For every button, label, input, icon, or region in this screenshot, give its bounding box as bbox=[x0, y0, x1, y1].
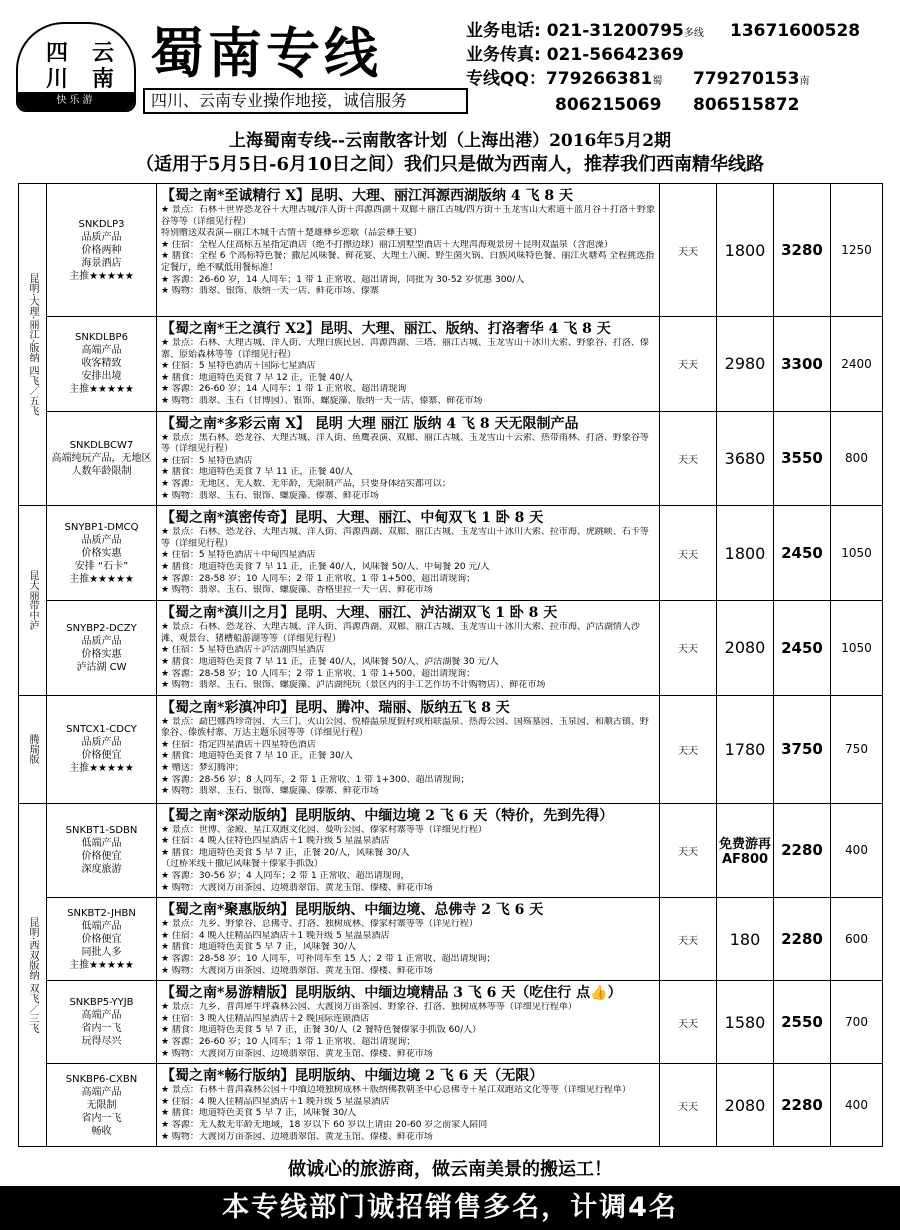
route-price-3: 800 bbox=[831, 411, 883, 506]
route-detail-line: ★ 膳食：地道特色美食 5 早 7 正，风味餐 30/人 bbox=[161, 942, 357, 953]
route-row bbox=[19, 981, 883, 1064]
route-code-line: SNKBT1-SDBN bbox=[65, 825, 138, 837]
region-label: 腾瑞版 bbox=[19, 695, 47, 803]
route-price-3: 1250 bbox=[831, 184, 883, 317]
route-code-line: SNKDLBCW7 bbox=[69, 439, 134, 451]
route-price-1: 1800 bbox=[717, 506, 774, 601]
route-code-line: 深度旅游 bbox=[81, 864, 122, 876]
route-detail-line: ★ 景点：勐巴娜西珍奇园、大三门、火山公园、悦椿温泉度假村或柏联温泉、热海公园、国殇墓园、玉泉园、和顺古镇、野象谷、傣族村寨、万达主题乐园等等（详细见行程） bbox=[161, 716, 649, 739]
route-row bbox=[19, 317, 883, 412]
route-schedule: 天天 bbox=[660, 601, 717, 696]
route-detail-line: ★ 购物：翡翠、玉石、银饰、螺旋藻、傣寨、鲜花市场 bbox=[161, 490, 379, 501]
route-code-line: 主推★★★★★ bbox=[69, 959, 134, 971]
route-code-line: 高端产品 bbox=[81, 1010, 122, 1022]
route-code-line: 同批人多 bbox=[81, 946, 122, 958]
route-detail-line: ★ 购物：翡翠、玉石、银饰、螺旋藻、香格里拉一天一店、鲜花市场 bbox=[161, 585, 433, 596]
route-price-1: 2080 bbox=[717, 601, 774, 696]
qq-label: 专线QQ： bbox=[466, 69, 546, 89]
route-detail-line: ★ 住宿：指定四星酒店＋四星特色酒店 bbox=[161, 739, 316, 750]
logo-char: 南 bbox=[91, 66, 114, 92]
route-price-3: 1050 bbox=[831, 506, 883, 601]
route-price-1: 3680 bbox=[717, 411, 774, 506]
route-table bbox=[18, 183, 883, 1147]
route-code-line: 主推★★★★★ bbox=[69, 270, 134, 282]
route-desc-cell bbox=[157, 803, 660, 898]
route-detail-line: ★ 客源：无人数无年龄无地域，18 岁以下 60 岁以上请由 20-60 岁之前家人陪同 bbox=[161, 1119, 488, 1130]
route-schedule: 天天 bbox=[660, 411, 717, 506]
route-code-line: 价格便宜 bbox=[81, 933, 122, 945]
route-detail-line: ★ 住宿：5 星特色酒店＋国际七星酒店 bbox=[161, 361, 316, 372]
route-desc-cell bbox=[157, 184, 660, 317]
region-label: 昆明·大理·丽江·版纳 四飞／五飞 bbox=[19, 184, 47, 506]
route-code-line: 主推★★★★★ bbox=[69, 384, 134, 396]
route-code-cell bbox=[47, 1064, 157, 1147]
route-price-3: 2400 bbox=[831, 317, 883, 412]
route-price-2: 3750 bbox=[774, 695, 831, 803]
header bbox=[0, 0, 900, 120]
route-detail-line: ★ 客源：28-58 岁；10 人同车，可补同车至 15 人；2 带 1 正常收、超出请现询； bbox=[161, 954, 496, 965]
route-code-cell bbox=[47, 695, 157, 803]
route-row bbox=[19, 803, 883, 898]
route-code-cell bbox=[47, 898, 157, 981]
route-code-line: 省内一飞 bbox=[81, 1023, 122, 1035]
logo-char: 川 bbox=[45, 66, 68, 92]
route-code-line: 畅收 bbox=[91, 1125, 112, 1137]
route-detail-line: ★ 住宿：5 星特色酒店＋泸沽湖四星酒店 bbox=[161, 645, 325, 656]
route-code-line: 价格便宜 bbox=[81, 851, 122, 863]
route-code-cell bbox=[47, 601, 157, 696]
qq-note: 蜀 bbox=[652, 76, 663, 87]
route-schedule: 天天 bbox=[660, 695, 717, 803]
route-price-1: 2980 bbox=[717, 317, 774, 412]
route-code-line: 品质产品 bbox=[81, 534, 122, 546]
route-detail-line: ★ 客源：26-60 岁；14 人同车；1 带 1 正常收、超出请现询 bbox=[161, 384, 407, 395]
qq-line bbox=[466, 68, 662, 93]
logo-char: 云 bbox=[91, 40, 114, 66]
route-row bbox=[19, 184, 883, 317]
route-row bbox=[19, 898, 883, 981]
region-label: 昆明·西双版纳 双飞／三飞 bbox=[19, 803, 47, 1146]
logo-char: 四 bbox=[45, 40, 68, 66]
route-detail-line: 特别赠送双表演—丽江木城千古情＋楚雄彝乡恋歌（品尝彝王宴） bbox=[161, 228, 423, 239]
phone: 业务电话: 021-31200795 bbox=[466, 21, 684, 41]
route-code-cell bbox=[47, 981, 157, 1064]
route-schedule: 天天 bbox=[660, 1064, 717, 1147]
route-detail-line: ★ 购物：翡翠、玉石、银饰、螺旋藻、泸沽湖纯玩（景区内的手工艺作坊不计购物店）、鲜花市场 bbox=[161, 680, 546, 691]
route-price-2: 3550 bbox=[774, 411, 831, 506]
qq-number-2: 779270153南 bbox=[693, 69, 810, 89]
route-code-line: SNYBP2-DCZY bbox=[66, 622, 137, 634]
route-code-line: 品质产品 bbox=[81, 231, 122, 243]
route-detail-line: ★ 膳食：地道特色美食 7 早 11 正，正餐 40/人，风味餐 50/人、泸沽湖餐 30 元/人 bbox=[161, 656, 499, 667]
route-detail-line: ★ 住宿：5 星特色酒店 bbox=[161, 455, 253, 466]
route-name: 【蜀之南*至诚精行 X】昆明、大理、丽江洱源西湖版纳 4 飞 8 天 bbox=[161, 188, 574, 204]
route-desc-cell bbox=[157, 317, 660, 412]
route-detail-line: ★ 景点：石林、大理古城、洋人街、大理白族民居、洱源西湖、三塔、丽江古城、玉龙雪山＋冰川大索、野象谷、打洛、傣寨、原始森林等等（详细见行程） bbox=[161, 338, 649, 360]
route-detail-line: ★ 客源：无地区、无人数、无年龄，无限制产品，只要身体结实都可以； bbox=[161, 478, 451, 489]
route-code-line: 价格两种 bbox=[81, 244, 122, 256]
route-code-line: 主推★★★★★ bbox=[69, 763, 134, 775]
route-code-line: 玩得尽兴 bbox=[81, 1036, 122, 1048]
route-name: 【蜀之南*深动版纳】昆明版纳、中缅边境 2 飞 6 天（特价，先到先得） bbox=[161, 807, 614, 824]
route-code-line: SNKDLBP6 bbox=[75, 332, 128, 344]
route-detail-line: ★ 住宿：3 晚入住精品四星酒店＋2 晚国际连锁酒店 bbox=[161, 1013, 370, 1024]
route-code-line: 安排出境 bbox=[81, 371, 122, 383]
plan-subtitle: （适用于5月5日-6月10日之间）我们只是做为西南人，推荐我们西南精华线路 bbox=[135, 154, 765, 175]
route-code-line: SNYBP1-DMCQ bbox=[64, 521, 139, 533]
route-detail-line: ★ 景点：黑石林、恐龙谷、大理古城、洋人街、鱼鹰表演、双廊、丽江古城、玉龙雪山＋云索、热带雨林、打洛、野象谷等等（详细见行程） bbox=[161, 432, 649, 455]
route-detail-line: ★ 膳食：地道特色美食 7 早 11 正，正餐 40/人 bbox=[161, 467, 353, 478]
brand-title: 蜀南专线 bbox=[150, 21, 382, 85]
route-code-cell bbox=[47, 506, 157, 601]
route-detail-line: ★ 膳食：地道特色美食 5 早 7 正，正餐 30/人（2 餐特色餐傣家手抓饭 60/人） bbox=[161, 1025, 482, 1036]
route-code-line: 无限制 bbox=[86, 1099, 117, 1111]
route-price-2: 2550 bbox=[774, 981, 831, 1064]
qq-number-4: 806515872 bbox=[693, 95, 800, 115]
route-detail-line: ★ 膳食：地道特色美食 7 早 10 正，正餐 30/人 bbox=[161, 751, 353, 762]
route-detail-line: ★ 客源：26-60 岁，14 人同车；1 带 1 正常收、超出请询，同批为 30-52 岁优惠 300/人 bbox=[161, 274, 525, 285]
logo-tagline: 快乐游 bbox=[18, 92, 134, 110]
route-code-line: SNKBP6-CXBN bbox=[65, 1073, 138, 1085]
route-detail-line: ★ 购物：大渡岗万亩茶园、边境翡翠馆、黄龙玉馆、傣楼、鲜花市场 bbox=[161, 882, 433, 893]
route-code-cell bbox=[47, 411, 157, 506]
route-detail-line: （过桥米线＋撒尼风味餐＋傣家手抓饭） bbox=[161, 859, 324, 870]
qq-number: 779266381 bbox=[545, 69, 653, 89]
route-detail-line: ★ 购物：翡翠、玉石、银饰、螺旋藻、傣寨、鲜花市场 bbox=[161, 786, 379, 797]
route-detail-line: ★ 赠送：梦幻腾冲； bbox=[161, 763, 244, 774]
route-detail-line: ★ 客源：28-58 岁；10 人同车；2 带 1 正常收、1 带 1+500、超出请现询； bbox=[161, 668, 476, 679]
route-name: 【蜀之南*滇密传奇】昆明、大理、丽江、中甸双飞 1 卧 8 天 bbox=[161, 510, 544, 527]
phone-note: 多线 bbox=[683, 28, 704, 39]
route-code-line: 低端产品 bbox=[81, 920, 122, 932]
route-code-cell bbox=[47, 184, 157, 317]
route-price-1: 180 bbox=[717, 898, 774, 981]
route-price-2: 3280 bbox=[774, 184, 831, 317]
route-code-line: 人数年龄限制 bbox=[71, 465, 132, 477]
route-code-line: SNKBT2-JHBN bbox=[67, 907, 136, 919]
route-detail-line: ★ 景点：九乡、野象谷、总佛寺、打洛、独树成林、傣家村寨等等（详见行程） bbox=[161, 919, 478, 930]
route-price-3: 600 bbox=[831, 898, 883, 981]
recruitment-banner: 本专线部门诚招销售多名，计调4名 bbox=[0, 1186, 900, 1230]
route-name: 【蜀之南*彩滇冲印】昆明、腾冲、瑞丽、版纳五飞 8 天 bbox=[161, 699, 510, 716]
route-detail-line: ★ 景点：石林＋世界恐龙谷＋大理古城/洋人街＋洱源西湖＋双廊＋丽江古城/四方街＋玉龙雪山大索道＋蓝月谷＋打洛＋野象谷等等（详细见行程） bbox=[161, 205, 655, 227]
route-code-line: 泸沽湖 CW bbox=[76, 661, 127, 673]
route-name: 【蜀之南*聚惠版纳】昆明版纳、中缅边境、总佛寺 2 飞 6 天 bbox=[161, 902, 544, 919]
route-code-line: 安排 “石卡” bbox=[74, 560, 129, 572]
route-name: 【蜀之南*多彩云南 X】 昆明 大理 丽江 版纳 4 飞 8 天无限制产品 bbox=[161, 415, 579, 432]
route-desc-cell bbox=[157, 411, 660, 506]
route-code-line: 价格便宜 bbox=[81, 750, 122, 762]
route-row bbox=[19, 695, 883, 803]
route-detail-line: ★ 客源：30-56 岁；4 人同车；2 带 1 正常收、超出请现询， bbox=[161, 871, 410, 882]
phone-line bbox=[466, 20, 704, 45]
route-code-line: 省内一飞 bbox=[81, 1112, 122, 1124]
route-price-2: 3300 bbox=[774, 317, 831, 412]
fax: 业务传真: 021-56642369 bbox=[466, 45, 684, 65]
mobile: 13671600528 bbox=[730, 21, 861, 41]
route-detail-line: ★ 膳食：全程 6 个高标特色餐；撒尼风味餐、鲜花宴、大理土八碗、野生菌火锅、白族风味特色餐、丽江火塘鸡 全程挑选指定餐厅，绝不赋低用餐标准！ bbox=[161, 251, 655, 273]
route-price-3: 1050 bbox=[831, 601, 883, 696]
route-price-1: 2080 bbox=[717, 1064, 774, 1147]
route-price-3: 750 bbox=[831, 695, 883, 803]
route-code-line: SNTCX1-CDCY bbox=[66, 724, 137, 736]
route-desc-cell bbox=[157, 506, 660, 601]
route-price-2: 2450 bbox=[774, 506, 831, 601]
route-price-2: 2280 bbox=[774, 803, 831, 898]
route-code-line: 高端产品 bbox=[81, 345, 122, 357]
route-name: 【蜀之南*易游精版】昆明版纳、中缅边境精品 3 飞 6 天（吃住行 点👍） bbox=[161, 985, 622, 1002]
qq-note: 南 bbox=[799, 76, 810, 87]
route-detail-line: ★ 住宿：4 晚入住精品四星酒店＋1 晚升级 5 星温泉酒店 bbox=[161, 930, 390, 941]
route-detail-line: ★ 住宿：4 晚入住特色四星酒店＋1 晚升级 5 星温泉酒店 bbox=[161, 836, 390, 847]
route-detail-line: ★ 膳食：地道特色美食 7 早 11 正，正餐 40/人，风味餐 50/人、中甸餐 20 元/人 bbox=[161, 561, 490, 572]
route-price-1: 1580 bbox=[717, 981, 774, 1064]
route-price-1: 免费游再 AF800 bbox=[717, 803, 774, 898]
route-code-cell bbox=[47, 317, 157, 412]
route-price-3: 700 bbox=[831, 981, 883, 1064]
route-desc-cell bbox=[157, 898, 660, 981]
route-detail-line: ★ 住宿：5 星特色酒店＋中甸四星酒店 bbox=[161, 550, 316, 561]
region-label: 昆大丽带中泸 bbox=[19, 506, 47, 696]
route-schedule: 天天 bbox=[660, 898, 717, 981]
route-row bbox=[19, 411, 883, 506]
route-detail-line: ★ 购物：翡翠、银饰、版纳一天一店、鲜花市场、傣寨 bbox=[161, 286, 379, 297]
plan-title: 上海蜀南专线--云南散客计划（上海出港）2016年5月2期 bbox=[228, 131, 672, 151]
route-detail-line: ★ 购物：大渡岗万亩茶园、边境翡翠馆、黄龙玉馆、傣楼、鲜花市场 bbox=[161, 1131, 433, 1142]
route-name: 【蜀之南*滇川之月】昆明、大理、丽江、泸沽湖双飞 1 卧 8 天 bbox=[161, 605, 558, 622]
route-detail-line: ★ 膳食：地道特色美食 7 早 12 正，正餐 40/人 bbox=[161, 372, 353, 383]
route-schedule: 天天 bbox=[660, 803, 717, 898]
company-logo bbox=[16, 22, 136, 112]
route-desc-cell bbox=[157, 981, 660, 1064]
route-price-3: 400 bbox=[831, 803, 883, 898]
route-code-line: 品质产品 bbox=[81, 737, 122, 749]
route-schedule: 天天 bbox=[660, 981, 717, 1064]
route-code-line: 价格实惠 bbox=[81, 648, 122, 660]
route-detail-line: ★ 客源：28-58 岁；10 人同车；2 带 1 正常收、1 带 1+500、超出请现询； bbox=[161, 573, 476, 584]
route-code-cell bbox=[47, 803, 157, 898]
route-code-line: 海景酒店 bbox=[81, 257, 122, 269]
route-price-2: 2280 bbox=[774, 898, 831, 981]
route-detail-line: ★ 景点：石林＋普洱森林公园＋中缅边境独树成林＋版纳佛教朝圣中心总佛寺＋星江双跑站文化等等（详细见行程单） bbox=[161, 1085, 631, 1096]
route-detail-line: ★ 景点：石林、恐龙谷、大理古城、洋人街、洱源西湖、双廊、丽江古城、玉龙雪山＋冰川大索、拉市海、泸沽湖情人沙滩、观景台、猪槽船游湖等等（详细见行程） bbox=[161, 622, 640, 644]
route-price-3: 400 bbox=[831, 1064, 883, 1147]
route-code-line: 高端纯玩产品，无地区 bbox=[51, 452, 152, 464]
route-price-2: 2450 bbox=[774, 601, 831, 696]
route-desc-cell bbox=[157, 1064, 660, 1147]
route-code-line: 主推★★★★★ bbox=[69, 573, 134, 585]
route-schedule: 天天 bbox=[660, 317, 717, 412]
route-detail-line: ★ 膳食：地道特色美食 5 早 7 正，正餐 20/人，风味餐 30/人 bbox=[161, 847, 410, 858]
route-row bbox=[19, 506, 883, 601]
route-detail-line: ★ 客源：26-60 岁；10 人同车；1 带 1 正常收、超出请现询； bbox=[161, 1037, 416, 1047]
route-detail-line: ★ 景点：世博、金殿、星江双跑文化园、曼听公园、傣家村寨等等（详细见行程） bbox=[161, 824, 487, 835]
route-row bbox=[19, 601, 883, 696]
route-schedule: 天天 bbox=[660, 184, 717, 317]
route-code-line: 低端产品 bbox=[81, 838, 122, 850]
slogan: 四川、云南专业操作地接，诚信服务 bbox=[143, 88, 468, 114]
footer-motto: 做诚心的旅游商，做云南美景的搬运工！ bbox=[288, 1159, 612, 1180]
route-detail-line: ★ 住宿：4 晚入住精品四星酒店＋1 晚升级 5 星温泉酒店 bbox=[161, 1096, 390, 1107]
route-name: 【蜀之南*畅行版纳】昆明版纳、中缅边境 2 飞 6 天（无限） bbox=[161, 1068, 544, 1085]
route-detail-line: ★ 购物：翡翠、玉石（甘博园）、银饰、螺旋藻、版纳一天一店、傣寨、鲜花市场 bbox=[161, 395, 483, 406]
route-code-line: 高端产品 bbox=[81, 1086, 122, 1098]
route-code-line: 品质产品 bbox=[81, 635, 122, 647]
route-detail-line: ★ 住宿：全程入住高标五星指定酒店（绝不打擦边球）丽江别墅型酒店＋大理洱海观景房＋昆明双温泉（含泡澡） bbox=[161, 239, 613, 250]
route-name: 【蜀之南*王之滇行 X2】昆明、大理、丽江、版纳、打洛奢华 4 飞 8 天 bbox=[161, 321, 611, 337]
route-schedule: 天天 bbox=[660, 506, 717, 601]
route-detail-line: ★ 膳食：地道特色美食 5 早 7 正，风味餐 30/人 bbox=[161, 1108, 357, 1119]
route-detail-line: ★ 景点：九乡、普洱犀牛坪森林公园、大渡岗万亩茶园、野象谷、打洛、独树成林等等（详细见行程单） bbox=[161, 1002, 577, 1013]
route-price-2: 2280 bbox=[774, 1064, 831, 1147]
route-desc-cell bbox=[157, 601, 660, 696]
route-desc-cell bbox=[157, 695, 660, 803]
qq-number-3: 806215069 bbox=[555, 95, 662, 115]
route-price-1: 1800 bbox=[717, 184, 774, 317]
route-code-line: SNKDLP3 bbox=[78, 218, 125, 230]
route-code-line: 价格实惠 bbox=[81, 547, 122, 559]
route-code-line: 收客精致 bbox=[81, 358, 122, 370]
route-code-line: SNKBP5-YYJB bbox=[69, 997, 134, 1009]
route-detail-line: ★ 客源：28-56 岁；8 人同车，2 带 1 正常收、1 带 1+300、超出请现询； bbox=[161, 774, 470, 785]
route-detail-line: ★ 购物：大渡岗万亩茶园、边境翡翠馆、黄龙玉馆、傣楼、鲜花市场 bbox=[161, 965, 433, 976]
route-detail-line: ★ 购物：大渡岗万亩茶园、边境翡翠馆、黄龙玉馆、傣楼、鲜花市场 bbox=[161, 1048, 433, 1059]
route-price-1: 1780 bbox=[717, 695, 774, 803]
route-row bbox=[19, 1064, 883, 1147]
route-detail-line: ★ 景点：石林、恐龙谷、大理古城、洋人街、洱源西湖、双廊、丽江古城、玉龙雪山＋冰川大索、拉市海、虎跳峡、石卡等等（详细见行程） bbox=[161, 527, 649, 549]
